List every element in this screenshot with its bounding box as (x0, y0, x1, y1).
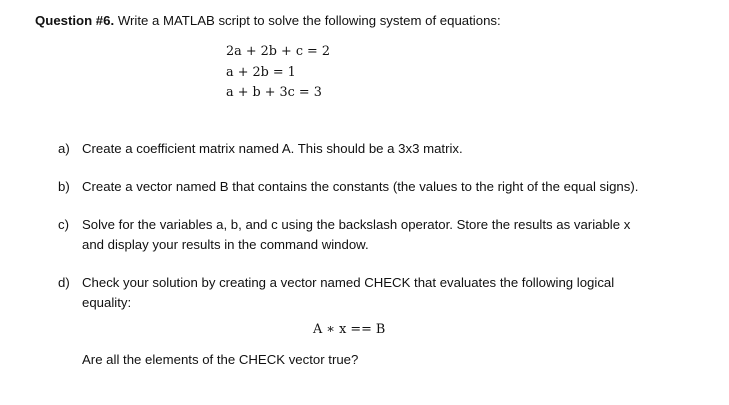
equation-system (226, 42, 330, 104)
logical-equality-formula: A ∗ x == B (313, 322, 386, 337)
list-item-text (82, 177, 682, 197)
text-line: and display your results in the command window. (82, 237, 369, 252)
equation-2: a + 2b = 1 (226, 64, 296, 80)
list-marker: b) (58, 179, 70, 194)
list-item-text (82, 273, 682, 313)
list-marker: a) (58, 141, 70, 156)
text-line: Check your solution by creating a vector named CHECK that evaluates the following logical (82, 275, 615, 290)
equation-1: 2a + 2b + c = 2 (226, 44, 330, 59)
text-line: Solve for the variables a, b, and c using the backslash operator. Store the results as variable x (82, 217, 631, 232)
list-item-text (82, 139, 682, 159)
list-marker: d) (58, 275, 70, 290)
list-marker: c) (58, 217, 69, 232)
question-heading (35, 13, 501, 28)
question-number: Question #6. (35, 13, 115, 28)
question-prompt: Write a MATLAB script to solve the following system of equations: (114, 13, 501, 28)
text-line: Create a coefficient matrix named A. This should be a 3x3 matrix. (82, 141, 463, 156)
text-line: Create a vector named B that contains the constants (the values to the right of the equal signs). (82, 179, 639, 194)
equation-3: a + b + 3c = 3 (226, 85, 322, 100)
list-item-text (82, 215, 682, 255)
text-line: equality: (82, 295, 132, 310)
closing-question: Are all the elements of the CHECK vector true? (82, 352, 359, 367)
